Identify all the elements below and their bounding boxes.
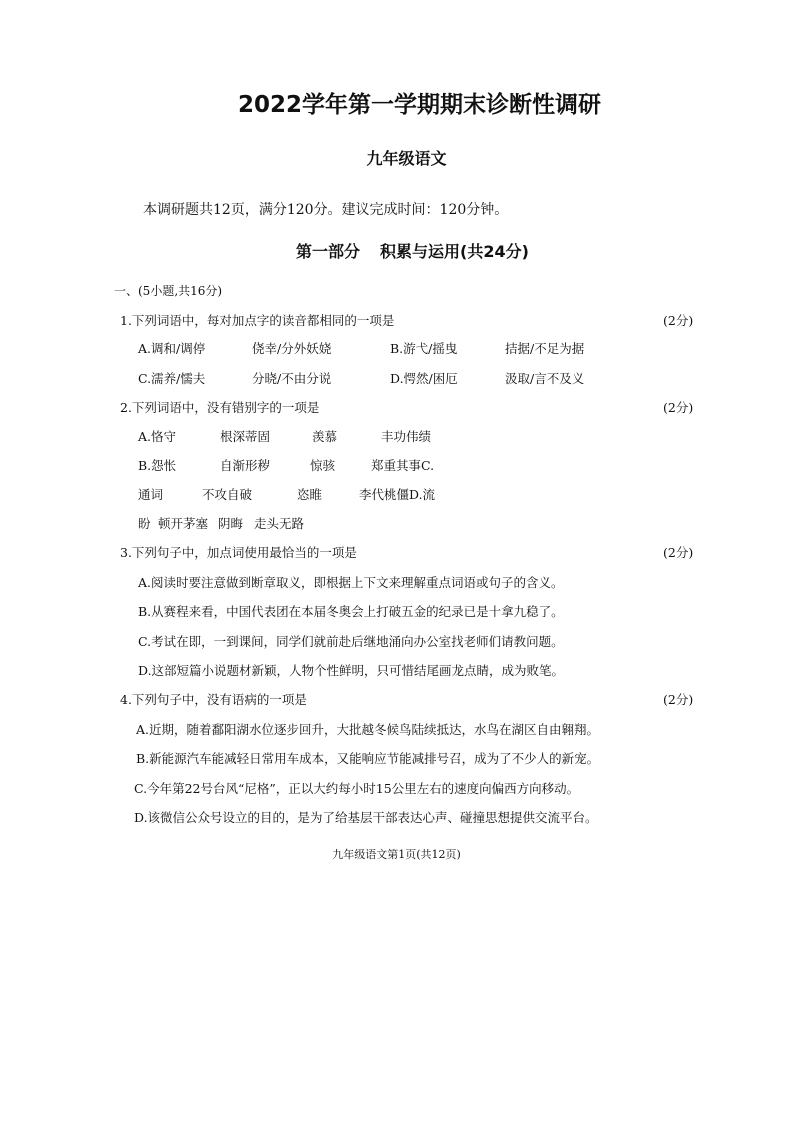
q2-line3-item3: 恣睢 <box>297 487 323 502</box>
question-4-score: (2分) <box>663 692 694 707</box>
q4-option-d: D.该微信公众号设立的目的，是为了给基层干部表达心声、碰撞思想提供交流平台。 <box>134 810 598 825</box>
page-footer: 九年级语文第1页(共12页) <box>332 848 461 861</box>
q2-line1-item1: A.恪守 <box>138 429 177 444</box>
q2-line1-item4: 丰功伟绩 <box>381 429 432 444</box>
q1-option-d: D.愕然/困厄 <box>390 371 458 386</box>
question-3-score: (2分) <box>663 545 694 560</box>
q2-line2-item3: 惊骇 <box>310 458 336 473</box>
exam-intro: 本调研题共12页，满分120分。建议完成时间：120分钟。 <box>143 202 509 218</box>
q1-option-b-word2: 拮据/不足为据 <box>505 341 585 356</box>
section-heading: 一、(5小题,共16分) <box>114 284 223 298</box>
q2-line2-item4: 郑重其事C. <box>371 458 435 473</box>
question-1-score: (2分) <box>663 313 694 328</box>
q3-option-c: C.考试在即，一到课间，同学们就前赴后继地涌向办公室找老师们请教问题。 <box>138 634 564 649</box>
question-2-stem: 2.下列词语中，没有错别字的一项是 <box>120 400 320 415</box>
part-heading <box>0 239 793 262</box>
q2-line4-item4: 走头无路 <box>254 516 305 531</box>
q2-line2-item2: 自渐形秽 <box>220 458 271 473</box>
page-title: 2022学年第一学期期末诊断性调研 <box>237 92 601 118</box>
q2-line2-item1: B.怨怅 <box>138 458 177 473</box>
q1-option-c: C.濡养/懦夫 <box>138 371 206 386</box>
q4-option-a: A.近期，随着鄱阳湖水位逐步回升，大批越冬候鸟陆续抵达，水鸟在湖区自由翱翔。 <box>136 722 600 737</box>
q4-option-b: B.新能源汽车能减轻日常用车成本，又能响应节能减排号召，成为了不少人的新宠。 <box>136 751 600 766</box>
part-name: 积累与运用(共24分) <box>380 242 529 261</box>
question-3-stem: 3.下列句子中，加点词使用最恰当的一项是 <box>120 545 357 560</box>
q2-line4-item1: 盼 <box>138 516 151 531</box>
q4-option-c: C.今年第22号台风“尼格”，正以大约每小时15公里左右的速度向偏西方向移动。 <box>134 781 580 796</box>
q2-line3-item1: 通词 <box>138 487 164 502</box>
q3-option-a: A.阅读时要注意做到断章取义，即根据上下文来理解重点词语或句子的含义。 <box>138 575 564 590</box>
q2-line3-item2: 不攻自破 <box>202 487 253 502</box>
q1-option-a: A.调和/调停 <box>138 341 206 356</box>
q3-option-d: D.这部短篇小说题材新颖，人物个性鲜明，只可惜结尾画龙点睛，成为败笔。 <box>138 663 565 678</box>
q2-line1-item3: 羡慕 <box>312 429 338 444</box>
subject-subtitle: 九年级语文 <box>366 149 447 168</box>
q1-option-c-word2: 分晓/不由分说 <box>252 371 332 386</box>
q2-line1-item2: 根深蒂固 <box>220 429 271 444</box>
q1-option-a-word2: 侥幸/分外妖娆 <box>252 341 332 356</box>
question-2-score: (2分) <box>663 400 694 415</box>
q3-option-b: B.从赛程来看，中国代表团在本届冬奥会上打破五金的纪录已是十拿九稳了。 <box>138 604 564 619</box>
q2-line4-item3: 阴晦 <box>218 516 244 531</box>
part-label: 第一部分 <box>296 242 361 261</box>
q2-line4-item2: 顿开茅塞 <box>158 516 209 531</box>
question-1-stem: 1.下列词语中，每对加点字的读音都相同的一项是 <box>120 313 395 328</box>
question-4-stem: 4.下列句子中，没有语病的一项是 <box>120 692 307 707</box>
q1-option-b: B.游弋/摇曳 <box>390 341 458 356</box>
q1-option-d-word2: 汲取/言不及义 <box>505 371 585 386</box>
q2-line3-item4: 李代桃僵D.流 <box>359 487 436 502</box>
